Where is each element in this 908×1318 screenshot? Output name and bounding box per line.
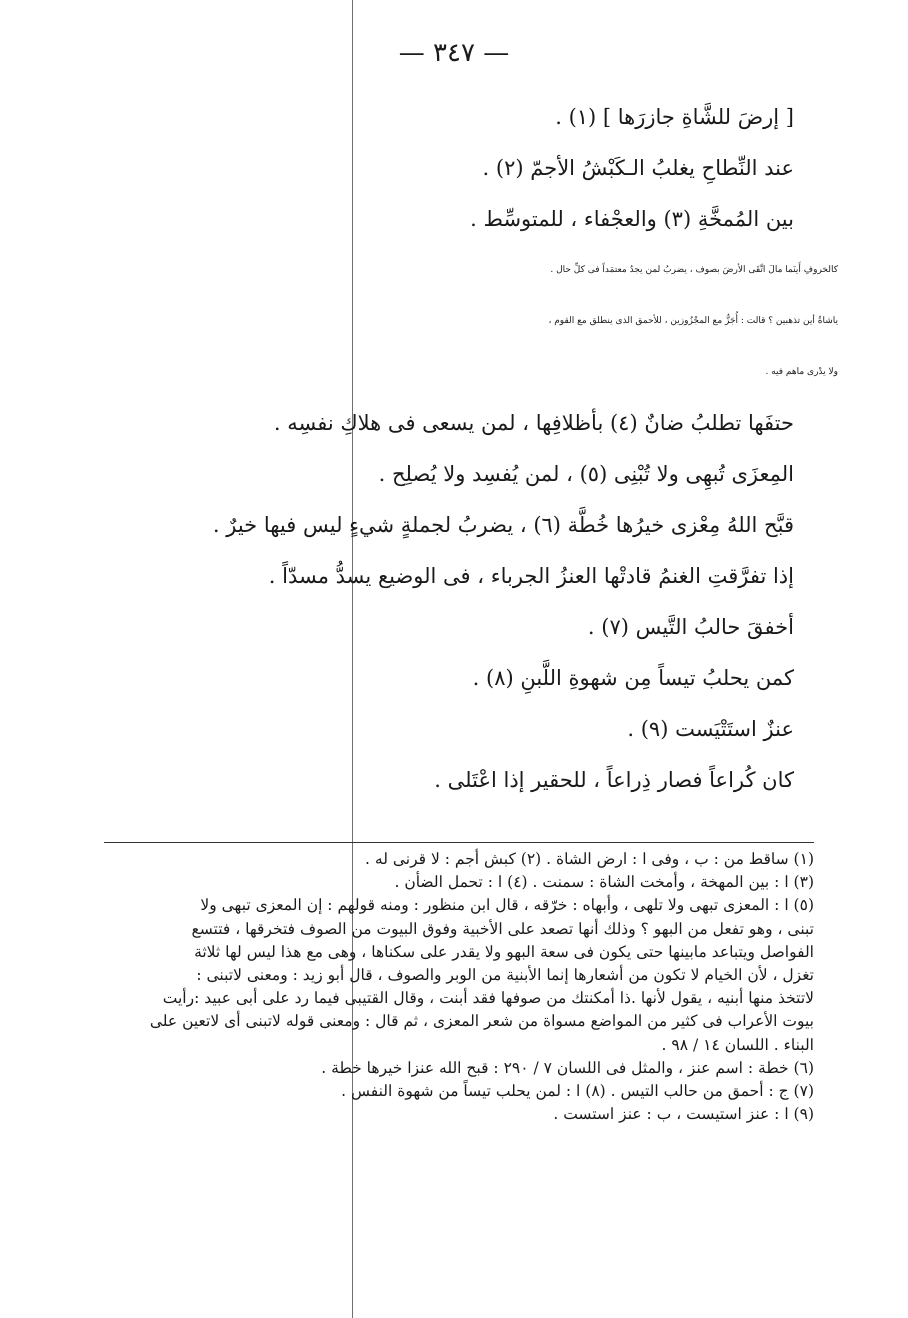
- footnote-line: (٧) ج : أحمق من حالب التيس . (٨) ا : لمن يحلب تيساً من شهوة النفس .: [341, 1082, 814, 1101]
- footnote-line: الفواصل ويتباعد مابينها حتى يكون فى سعة البهو ولا يقدر على سكناها ، وهى مع هذا ليس لها ثلاثة: [194, 942, 814, 961]
- proverb-line: إذا تفرَّقتِ الغنمُ قادتْها العنزُ الجرباء ، فى الوضيع يسدُّ مسدّاً .: [268, 564, 794, 588]
- proverbs-body: [100, 92, 838, 806]
- proverb-line: المِعزَى تُبهِى ولا تُبْنِى (٥) ، لمن يُفسِد ولا يُصلِح .: [378, 462, 794, 486]
- footnote-line: (٦) خطة : اسم عنز ، والمثل فى اللسان ٧ / ٢٩٠ : قبح الله عنزا خيرها خطة .: [321, 1058, 814, 1077]
- footnote-line: تبنى ، وهو تفعل من البهو ؟ وذلك أنها تصعد على الأخبية وفوق البيوت من الصوف فتخرقها ، فتتسع: [191, 919, 814, 938]
- footnote-line: (٣) ا : بين المهخة ، وأمخت الشاة : سمنت . (٤) ا : تحمل الضأن .: [394, 873, 814, 892]
- footnote-line: (٩) ا : عنز استيست ، ب : عنز استست .: [553, 1105, 814, 1124]
- footnotes: [94, 848, 814, 1126]
- proverb-line: بين المُمخَّةِ (٣) والعجْفاء ، للمتوسِّط .: [470, 207, 794, 231]
- proverb-line: كمن يحلبُ تيساً مِن شهوةِ اللَّبنِ (٨) .: [472, 666, 794, 690]
- proverb-line: [ إرضَ للشَّاةِ جازرَها ] (١) .: [555, 105, 794, 129]
- proverb-line: ياشاةُ أين تذهبين ؟ قالت : أُجَزُّ مع المجْزُوزين ، للأحمق الذى ينطلق مع القوم ،: [548, 316, 838, 326]
- footnote-line: (٥) ا : المعزى تبهى ولا تلهى ، وأبهاه : خرّقه ، قال ابن منظور : ومنه قولهم : إن المعزى تبهى ولا: [200, 896, 814, 915]
- footnote-line: لاتتخذ منها أبنيه ، يقول لأنها .ذا أمكنتك من صوفها فقد أبنت ، وقال القتيبى فيما رد على أبى عبيد :رأيت: [162, 989, 814, 1008]
- footnote-divider: [104, 842, 814, 843]
- proverb-line: عنزٌ استَتْيَست (٩) .: [627, 717, 794, 741]
- footnote-line: تغزل ، لأن الخيام لا تكون من أشعارها إنما الأبنية من الوبر والصوف ، قال أبو زيد : ومعنى لاتبنى :: [196, 966, 814, 985]
- proverb-line: أخفقَ حالبُ التَّيس (٧) .: [587, 615, 794, 639]
- footnote-line: (١) ساقط من : ب ، وفى ا : ارض الشاة . (٢) كبش أجم : لا قرنى له .: [365, 850, 814, 868]
- page-number: — ٣٤٧ —: [398, 38, 510, 68]
- proverb-line: كالخروفِ أَينَما مالَ اتَّقَى الأرضَ بصوف ، يضربُ لمن يجدُ معتمَداً فى كلِّ حال .: [550, 265, 838, 275]
- proverb-line: عند النِّطاحِ يغلبُ الـكَبْشُ الأجمّ (٢) .: [482, 156, 794, 180]
- footnote-line: البناء . اللسان ١٤ / ٩٨ .: [661, 1035, 814, 1054]
- proverb-line: حتفَها تطلبُ ضانٌ (٤) بأظلافِها ، لمن يسعى فى هلاكِ نفسِه .: [273, 411, 794, 435]
- proverb-line: قبَّح اللهُ مِعْزى خيرُها خُطَّة (٦) ، يضربُ لجملةٍ شيءٍ ليس فيها خيرٌ .: [212, 513, 794, 537]
- footnote-line: بيوت الأعراب فى كثير من المواضع مسواة من شعر المعزى ، ثم قال : ومعنى قوله لاتبنى أى لاتعين على: [149, 1012, 814, 1031]
- proverb-line: ولا يدْرى ماهم فيه .: [765, 367, 838, 377]
- proverb-line: كان كُراعاً فصار ذِراعاً ، للحقير إذا اعْتَلى .: [434, 768, 794, 792]
